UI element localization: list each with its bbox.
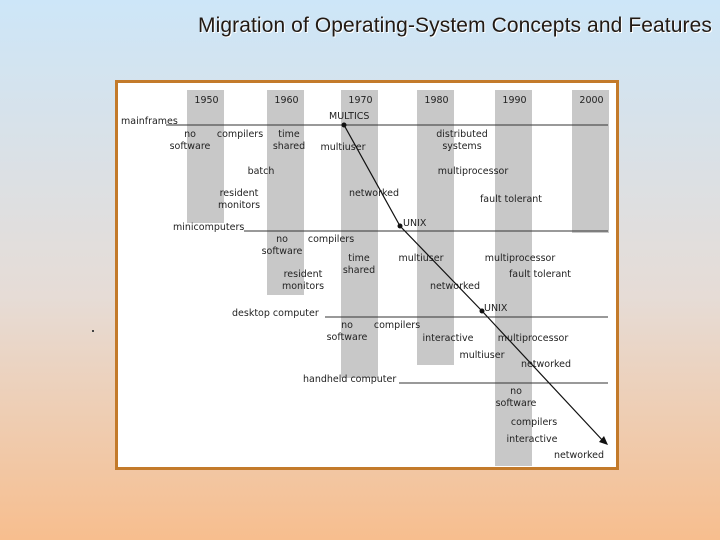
concept-multiprocessor: multiprocessor [484,253,556,264]
year-label-1960: 1960 [274,95,299,106]
concept-resident-monitors: resident [219,188,259,199]
concept-compilers: compilers [373,320,421,331]
concept-compilers: compilers [307,234,355,245]
concept-multiuser: multiuser [398,253,444,264]
concept-no-software: no [510,386,522,397]
year-label-2000: 2000 [579,95,604,106]
row-label-mainframes: mainframes [121,116,178,127]
concept-networked: networked [520,359,572,370]
concept-no-software: software [169,141,211,152]
migration-dot-2 [480,309,485,314]
stray-mark [92,330,94,332]
migration-dot-1 [398,224,403,229]
concept-compilers: compilers [216,129,264,140]
year-band-2000 [572,90,609,233]
year-label-1970: 1970 [348,95,373,106]
concept-resident-monitors: monitors [281,281,325,292]
concept-fault-tolerant: fault tolerant [508,269,572,280]
year-band-1960 [267,90,304,295]
row-label-minicomputers: minicomputers [173,222,245,233]
concept-time-shared: time [348,253,370,264]
concept-no-software: no [276,234,288,245]
concept-resident-monitors: resident [283,269,323,280]
concept-networked: networked [553,450,605,461]
row-label-desktop-computer: desktop computer [232,308,319,319]
concept-time-shared: shared [342,265,376,276]
milestone-unix: UNIX [403,218,427,229]
concept-distributed-systems: systems [442,141,482,152]
slide-title: Migration of Operating-System Concepts and Features [197,14,712,37]
concept-no-software: software [495,398,537,409]
milestone-unix-mini: UNIX [484,303,508,314]
concept-networked: networked [348,188,400,199]
concept-no-software: no [341,320,353,331]
concept-no-software: software [326,332,368,343]
os-migration-diagram [115,80,619,470]
concept-distributed-systems: distributed [436,129,488,140]
concept-fault-tolerant: fault tolerant [479,194,543,205]
concept-multiuser: multiuser [459,350,505,361]
concept-no-software: software [261,246,303,257]
diagram-canvas [118,83,616,467]
year-label-1980: 1980 [424,95,449,106]
milestone-multics: MULTICS [329,111,370,122]
migration-dot-0 [342,123,347,128]
year-label-1950: 1950 [194,95,219,106]
row-label-handheld-computer: handheld computer [303,374,397,385]
concept-resident-monitors: monitors [217,200,261,211]
year-label-1990: 1990 [502,95,527,106]
concept-interactive: interactive [422,333,474,344]
concept-no-software: no [184,129,196,140]
concept-multiprocessor: multiprocessor [437,166,509,177]
concept-time-shared: time [278,129,300,140]
concept-multiprocessor: multiprocessor [497,333,569,344]
concept-networked: networked [429,281,481,292]
concept-time-shared: shared [272,141,306,152]
concept-multiuser: multiuser [320,142,366,153]
concept-batch: batch [247,166,275,177]
concept-interactive: interactive [506,434,558,445]
concept-compilers: compilers [510,417,558,428]
